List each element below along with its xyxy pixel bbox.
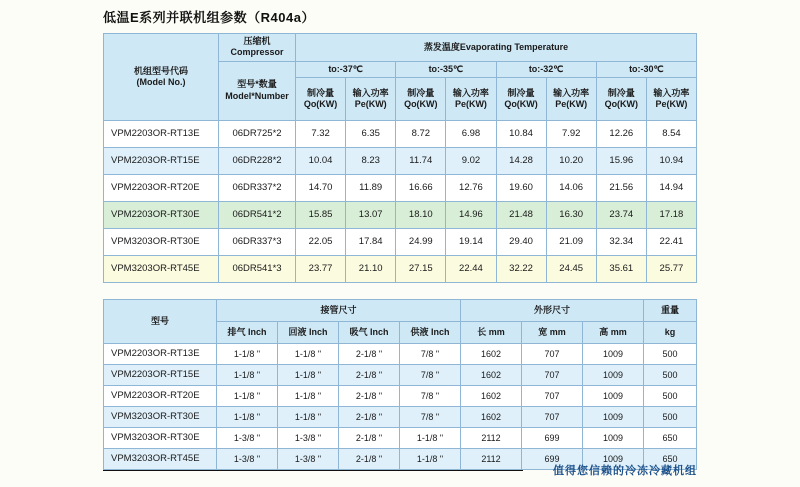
- header-capacity-2: [496, 77, 546, 120]
- header-power-3: [646, 77, 696, 120]
- dim-row-dimension: 1009: [583, 344, 644, 365]
- dim-row-dimension: 707: [522, 386, 583, 407]
- header-pipe-suction: 吸气 Inch: [339, 322, 400, 344]
- spec-table: [103, 33, 697, 283]
- dim-row-model: VPM2203OR-RT13E: [104, 344, 217, 365]
- header-compressor-line2: Compressor: [230, 47, 284, 58]
- dimension-table-body: [104, 344, 697, 470]
- dim-row-dimension: 1009: [583, 386, 644, 407]
- dim-row-model: VPM2203OR-RT15E: [104, 365, 217, 386]
- dim-row-pipe: 2-1/8 ": [339, 344, 400, 365]
- spec-row-capacity: 14.28: [496, 147, 546, 174]
- dim-row-dimension: 707: [522, 365, 583, 386]
- spec-row-power: 8.23: [346, 147, 396, 174]
- dim-row-weight: 500: [644, 407, 697, 428]
- spec-row-capacity: 23.74: [596, 201, 646, 228]
- dim-row-pipe: 2-1/8 ": [339, 365, 400, 386]
- spec-row-power: 10.20: [546, 147, 596, 174]
- dim-row-weight: 500: [644, 344, 697, 365]
- spec-row-power: 12.76: [446, 174, 496, 201]
- dim-row-pipe: 1-3/8 ": [217, 428, 278, 449]
- dim-row-dimension: 1602: [461, 344, 522, 365]
- header-capacity-2-line1: 制冷量: [507, 87, 535, 98]
- header-capacity-3-line2: Qo(KW): [604, 98, 639, 109]
- spec-row-power: 14.94: [646, 174, 696, 201]
- header-capacity-1: [396, 77, 446, 120]
- dim-row-pipe: 1-1/8 ": [217, 407, 278, 428]
- spec-row-model: VPM3203OR-RT45E: [104, 255, 219, 282]
- spec-row-capacity: 16.66: [396, 174, 446, 201]
- footer-divider: [103, 470, 523, 471]
- table-row: [104, 174, 697, 201]
- dimension-table-head: [104, 300, 697, 344]
- dim-row-weight: 500: [644, 386, 697, 407]
- spec-header-row-1: [104, 34, 697, 62]
- header-pipe-liquid-supply: 供液 Inch: [400, 322, 461, 344]
- header-capacity-2-line2: Qo(KW): [504, 98, 538, 109]
- dim-row-dimension: 1009: [583, 428, 644, 449]
- dim-row-pipe: 2-1/8 ": [339, 407, 400, 428]
- spec-row-capacity: 32.34: [596, 228, 646, 255]
- spec-row-power: 9.02: [446, 147, 496, 174]
- header-capacity-0: [296, 77, 346, 120]
- spec-row-compressor: 06DR228*2: [219, 147, 296, 174]
- spec-row-model: VPM2203OR-RT13E: [104, 120, 219, 147]
- dim-row-dimension: 707: [522, 344, 583, 365]
- spec-row-capacity: 32.22: [496, 255, 546, 282]
- spec-row-capacity: 35.61: [596, 255, 646, 282]
- spec-row-power: 24.45: [546, 255, 596, 282]
- spec-row-power: 17.84: [346, 228, 396, 255]
- dim-row-pipe: 1-1/8 ": [278, 386, 339, 407]
- spec-row-capacity: 10.84: [496, 120, 546, 147]
- spec-row-compressor: 06DR725*2: [219, 120, 296, 147]
- spec-row-capacity: 7.32: [296, 120, 346, 147]
- dim-row-dimension: 707: [522, 407, 583, 428]
- header-compressor: [219, 34, 296, 62]
- spec-row-capacity: 15.96: [596, 147, 646, 174]
- dim-row-model: VPM3203OR-RT30E: [104, 407, 217, 428]
- spec-row-power: 14.06: [546, 174, 596, 201]
- table-row: [104, 344, 697, 365]
- dim-row-dimension: 1009: [583, 365, 644, 386]
- spec-row-compressor: 06DR337*2: [219, 174, 296, 201]
- dim-row-pipe: 1-1/8 ": [217, 344, 278, 365]
- table-row: [104, 147, 697, 174]
- spec-row-capacity: 27.15: [396, 255, 446, 282]
- header-capacity-0-line2: Qo(KW): [303, 98, 338, 109]
- spec-row-capacity: 8.72: [396, 120, 446, 147]
- header-power-1: [446, 77, 496, 120]
- header-model-no-line2: (Model No.): [136, 76, 186, 87]
- dim-row-pipe: 1-1/8 ": [278, 407, 339, 428]
- header-power-2-line1: 输入功率: [553, 87, 590, 98]
- dim-row-model: VPM2203OR-RT20E: [104, 386, 217, 407]
- spec-row-power: 7.92: [546, 120, 596, 147]
- header-power-1-line1: 输入功率: [452, 87, 489, 98]
- spec-row-power: 10.94: [646, 147, 696, 174]
- spec-row-power: 21.09: [546, 228, 596, 255]
- header-temp-2: to:-32℃: [496, 61, 596, 77]
- dim-row-pipe: 1-1/8 ": [217, 386, 278, 407]
- header-power-3-line2: Pe(KW): [655, 98, 688, 109]
- spec-row-capacity: 11.74: [396, 147, 446, 174]
- header-compressor-model-line1: 型号*数量: [237, 79, 277, 90]
- header-temp-0: to:-37℃: [296, 61, 396, 77]
- header-temp-1: to:-35℃: [396, 61, 496, 77]
- header-dim-length: 长 mm: [461, 322, 522, 344]
- header-pipe-discharge: 排气 Inch: [217, 322, 278, 344]
- spec-row-power: 21.10: [346, 255, 396, 282]
- header-dim-group: 外形尺寸: [461, 300, 644, 322]
- dim-row-weight: 500: [644, 365, 697, 386]
- table-row: [104, 201, 697, 228]
- dim-row-pipe: 1-1/8 ": [217, 365, 278, 386]
- footer: [103, 462, 697, 480]
- dim-row-weight: 650: [644, 428, 697, 449]
- spec-row-capacity: 12.26: [596, 120, 646, 147]
- header-model-no-line1: 机组型号代码: [133, 65, 188, 76]
- dimension-table: [103, 299, 697, 470]
- header-capacity-3-line1: 制冷量: [607, 87, 635, 98]
- header-power-0-line1: 输入功率: [352, 87, 389, 98]
- spec-row-capacity: 29.40: [496, 228, 546, 255]
- spec-row-power: 16.30: [546, 201, 596, 228]
- spec-table-body: [104, 120, 697, 282]
- dim-row-pipe: 1-3/8 ": [278, 428, 339, 449]
- header-evaporating-temperature: 蒸发温度Evaporating Temperature: [296, 34, 697, 62]
- dim-row-pipe: 1-3/8 ": [217, 449, 278, 470]
- header-model-no: [104, 34, 219, 121]
- spec-row-power: 14.96: [446, 201, 496, 228]
- spec-row-model: VPM2203OR-RT30E: [104, 201, 219, 228]
- header-weight-unit: kg: [644, 322, 697, 344]
- spec-row-capacity: 22.05: [296, 228, 346, 255]
- spec-row-power: 13.07: [346, 201, 396, 228]
- spec-row-capacity: 21.48: [496, 201, 546, 228]
- table-row: [104, 386, 697, 407]
- dim-row-dimension: 2112: [461, 449, 522, 470]
- dim-row-pipe: 1-1/8 ": [278, 344, 339, 365]
- table-row: [104, 365, 697, 386]
- dim-row-pipe: 1-1/8 ": [278, 365, 339, 386]
- header-power-2-line2: Pe(KW): [555, 98, 588, 109]
- dim-row-dimension: 1602: [461, 386, 522, 407]
- spec-row-capacity: 10.04: [296, 147, 346, 174]
- dim-row-dimension: 1602: [461, 365, 522, 386]
- spec-row-power: 19.14: [446, 228, 496, 255]
- dim-row-pipe: 7/8 ": [400, 407, 461, 428]
- dim-row-dimension: 2112: [461, 428, 522, 449]
- dim-row-pipe: 7/8 ": [400, 344, 461, 365]
- header-power-0: [346, 77, 396, 120]
- spec-row-capacity: 24.99: [396, 228, 446, 255]
- spec-row-model: VPM2203OR-RT20E: [104, 174, 219, 201]
- dim-row-pipe: 1-1/8 ": [400, 449, 461, 470]
- footer-slogan: 值得您信赖的冷冻冷藏机组: [553, 465, 697, 477]
- header-compressor-model-number: [219, 61, 296, 120]
- spec-row-power: 6.35: [346, 120, 396, 147]
- header-compressor-model-line2: Model*Number: [225, 90, 289, 101]
- spec-row-model: VPM3203OR-RT30E: [104, 228, 219, 255]
- spec-row-power: 22.41: [646, 228, 696, 255]
- spec-row-power: 6.98: [446, 120, 496, 147]
- dim-row-dimension: 1009: [583, 407, 644, 428]
- dim-row-dimension: 1602: [461, 407, 522, 428]
- spec-row-model: VPM2203OR-RT15E: [104, 147, 219, 174]
- spec-row-power: 25.77: [646, 255, 696, 282]
- dim-row-dimension: 699: [522, 449, 583, 470]
- dim-row-dimension: 699: [522, 428, 583, 449]
- page-title: 低温E系列并联机组参数（R404a）: [103, 10, 315, 25]
- header-power-2: [546, 77, 596, 120]
- dim-row-pipe: 1-3/8 ": [278, 449, 339, 470]
- header-temp-3: to:-30℃: [596, 61, 696, 77]
- dim-header-row-1: [104, 300, 697, 322]
- spec-row-compressor: 06DR337*3: [219, 228, 296, 255]
- header-power-3-line1: 输入功率: [653, 87, 690, 98]
- header-pipe-liquid-return: 回液 Inch: [278, 322, 339, 344]
- header-compressor-line1: 压缩机: [243, 36, 271, 46]
- spec-row-power: 22.44: [446, 255, 496, 282]
- dim-row-pipe: 7/8 ": [400, 365, 461, 386]
- table-row: [104, 120, 697, 147]
- spec-row-capacity: 23.77: [296, 255, 346, 282]
- spec-row-power: 17.18: [646, 201, 696, 228]
- dim-row-pipe: 2-1/8 ": [339, 428, 400, 449]
- spec-row-capacity: 21.56: [596, 174, 646, 201]
- header-capacity-1-line2: Qo(KW): [404, 98, 438, 109]
- header-capacity-0-line1: 制冷量: [307, 87, 335, 98]
- spec-row-capacity: 19.60: [496, 174, 546, 201]
- dim-row-pipe: 7/8 ": [400, 386, 461, 407]
- header-capacity-1-line1: 制冷量: [407, 87, 435, 98]
- dim-row-pipe: 2-1/8 ": [339, 449, 400, 470]
- header-weight-group: 重量: [644, 300, 697, 322]
- dim-row-model: VPM3203OR-RT30E: [104, 428, 217, 449]
- dim-row-weight: 650: [644, 449, 697, 470]
- header-dim-width: 宽 mm: [522, 322, 583, 344]
- spec-row-capacity: 15.85: [296, 201, 346, 228]
- spec-table-head: [104, 34, 697, 121]
- header-power-0-line2: Pe(KW): [354, 98, 387, 109]
- header-pipe-group: 接管尺寸: [217, 300, 461, 322]
- spec-row-power: 11.89: [346, 174, 396, 201]
- header-dim-height: 高 mm: [583, 322, 644, 344]
- spec-row-capacity: 14.70: [296, 174, 346, 201]
- spec-row-capacity: 18.10: [396, 201, 446, 228]
- dim-row-model: VPM3203OR-RT45E: [104, 449, 217, 470]
- dim-row-pipe: 1-1/8 ": [400, 428, 461, 449]
- header-dim-model: 型号: [104, 300, 217, 344]
- spec-row-compressor: 06DR541*2: [219, 201, 296, 228]
- table-row: [104, 428, 697, 449]
- table-row: [104, 228, 697, 255]
- spec-row-compressor: 06DR541*3: [219, 255, 296, 282]
- spec-row-power: 8.54: [646, 120, 696, 147]
- header-capacity-3: [596, 77, 646, 120]
- dim-row-dimension: 1009: [583, 449, 644, 470]
- dim-row-pipe: 2-1/8 ": [339, 386, 400, 407]
- table-row: [104, 407, 697, 428]
- header-power-1-line2: Pe(KW): [454, 98, 487, 109]
- table-row: [104, 255, 697, 282]
